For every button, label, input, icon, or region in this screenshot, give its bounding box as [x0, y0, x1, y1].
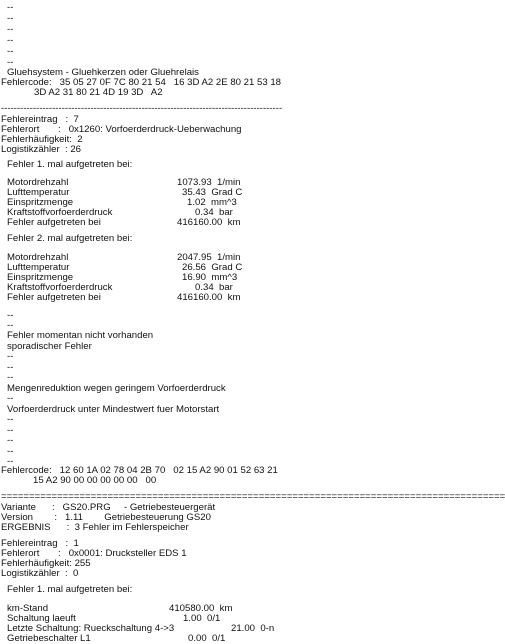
report-line: 35.43 Grad C: [182, 187, 243, 198]
report-line: Fehler aufgetreten bei: [7, 292, 101, 303]
report-line: --: [7, 362, 14, 373]
report-line: Schaltung laeuft: [7, 613, 76, 624]
report-line: Letzte Schaltung: Rueckschaltung 4->3: [7, 623, 175, 634]
report-line: Fehlercode: 12 60 1A 02 78 04 2B 70 02 15 A2 90 01 52 63 21: [1, 465, 278, 476]
report-line: 1.00 0/1: [183, 613, 221, 624]
report-line: 410580.00 km: [169, 603, 233, 614]
report-line: --: [7, 24, 14, 35]
report-line: --: [7, 414, 14, 425]
report-line: 3D A2 31 80 21 4D 19 3D A2: [34, 87, 163, 98]
separator-line: ----------------------------------------------------------------------------------------: [1, 103, 283, 114]
report-line: Gluehsystem - Gluehkerzen oder Gluehrelais: [7, 67, 199, 78]
report-line: Fehlerort : 0x1260: Vorfoerderdruck-Ueberwachung: [1, 124, 242, 135]
report-line: Lufttemperatur: [7, 187, 70, 198]
report-line: --: [7, 320, 14, 331]
report-line: --: [7, 446, 14, 457]
report-line: km-Stand: [7, 603, 49, 614]
report-line: Fehlereintrag : 7: [1, 114, 79, 125]
report-line: Vorfoerderdruck unter Mindestwert fuer Motorstart: [7, 404, 220, 415]
report-line: 1073.93 1/min: [177, 177, 241, 188]
report-line: 0.34 bar: [195, 207, 233, 218]
report-line: --: [7, 13, 14, 24]
report-line: Fehlerort : 0x0001: Drucksteller EDS 1: [1, 548, 187, 559]
report-line: Logistikzähler : 26: [1, 144, 81, 155]
report-line: --: [7, 46, 14, 57]
report-line: Kraftstoffvorfoerderdruck: [7, 207, 113, 218]
report-line: 416160.00 km: [177, 292, 241, 303]
report-line: Variante : GS20.PRG - Getriebesteuergerät: [1, 502, 216, 513]
report-line: Getriebeschalter L1: [7, 633, 91, 644]
report-line: Logistikzähler : 0: [1, 568, 79, 579]
report-line: 0.34 bar: [195, 282, 233, 293]
report-line: ERGEBNIS : 3 Fehler im Fehlerspeicher: [1, 522, 189, 533]
report-line: Fehler momentan nicht vorhanden: [7, 330, 154, 341]
report-line: Motordrehzahl: [7, 177, 69, 188]
report-line: Einspritzmenge: [7, 272, 74, 283]
report-line: Mengenreduktion wegen geringem Vorfoerderdruck: [7, 383, 226, 394]
report-line: --: [7, 435, 14, 446]
report-line: --: [7, 35, 14, 46]
report-line: Fehler 2. mal aufgetreten bei:: [7, 233, 133, 244]
separator-line: ==========================================================================================: [1, 491, 505, 502]
report-line: --: [7, 57, 14, 68]
report-line: Version : 1.11 Getriebesteuerung GS20: [1, 512, 211, 523]
report-line: Lufttemperatur: [7, 262, 70, 273]
report-line: --: [7, 372, 14, 383]
report-line: 26.56 Grad C: [182, 262, 243, 273]
report-line: Fehlerhäufigkeit: 2: [1, 134, 83, 145]
report-line: 21.00 0-n: [231, 623, 275, 634]
report-line: Einspritzmenge: [7, 197, 74, 208]
report-line: --: [7, 393, 14, 404]
report-line: Fehler 1. mal aufgetreten bei:: [7, 584, 133, 595]
report-line: 2047.95 1/min: [177, 252, 241, 263]
report-line: --: [7, 310, 14, 321]
report-line: sporadischer Fehler: [7, 341, 92, 352]
report-line: 0.00 0/1: [188, 633, 226, 644]
report-line: Kraftstoffvorfoerderdruck: [7, 282, 113, 293]
report-line: --: [7, 351, 14, 362]
report-line: --: [7, 2, 14, 13]
report-line: --: [7, 456, 14, 467]
report-line: Fehlercode: 35 05 27 0F 7C 80 21 54 16 3D A2 2E 80 21 53 18: [1, 77, 282, 88]
report-line: Fehlereintrag : 1: [1, 538, 79, 549]
report-line: 16.90 mm^3: [182, 272, 238, 283]
report-line: Fehler 1. mal aufgetreten bei:: [7, 159, 133, 170]
report-line: Fehlerhäufigkeit: 255: [1, 558, 91, 569]
report-line: Fehler aufgetreten bei: [7, 217, 101, 228]
report-line: Motordrehzahl: [7, 252, 69, 263]
report-line: 1.02 mm^3: [187, 197, 237, 208]
report-line: 416160.00 km: [177, 217, 241, 228]
report-line: --: [7, 425, 14, 436]
report-line: 15 A2 90 00 00 00 00 00 00: [33, 475, 157, 486]
